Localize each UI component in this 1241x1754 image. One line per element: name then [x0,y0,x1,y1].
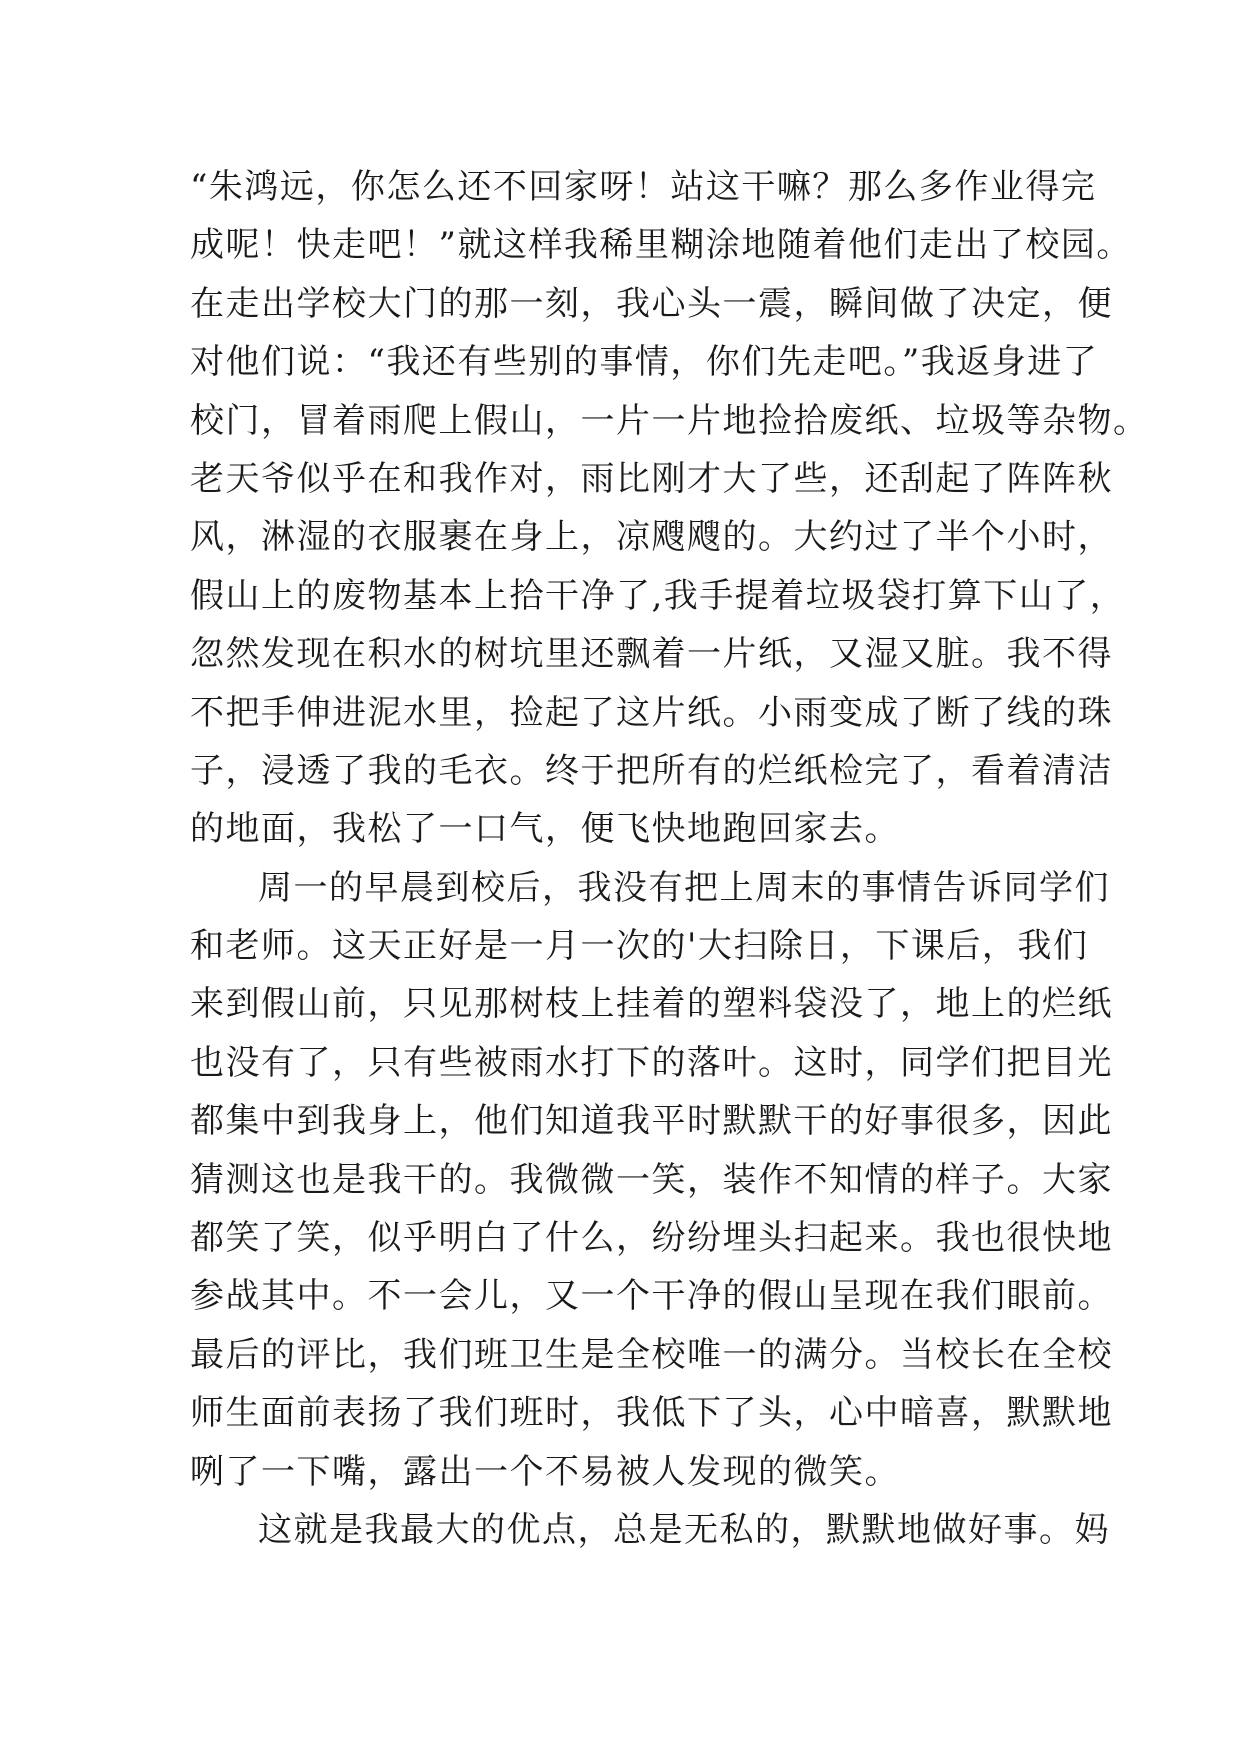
text-line: 对他们说：“我还有些别的事情，你们先走吧。”我返身进了 [190,342,1099,383]
text-line: 都集中到我身上，他们知道我平时默默干的好事很多，因此 [190,1101,1113,1142]
text-line: “朱鸿远，你怎么还不回家呀！站这干嘛？那么多作业得完 [190,167,1097,207]
text-line: 和老师。这天正好是一月一次的'大扫除日，下课后，我们 [190,926,1089,967]
text-line: 忽然发现在积水的树坑里还飘着一片纸，又湿又脏。我不得 [190,634,1113,675]
text-line: 在走出学校大门的那一刻，我心头一震，瞬间做了决定，便 [190,283,1113,324]
text-line: 子，浸透了我的毛衣。终于把所有的烂纸检完了，看着清洁 [190,750,1113,791]
text-line: 都笑了笑，似乎明白了什么，纷纷埋头扫起来。我也很快地 [190,1218,1113,1259]
text-line: 老天爷似乎在和我作对，雨比刚才大了些，还刮起了阵阵秋 [190,458,1113,499]
text-line: 来到假山前，只见那树枝上挂着的塑料袋没了，地上的烂纸 [190,984,1113,1025]
text-line: 参战其中。不一会儿，又一个干净的假山呈现在我们眼前。 [190,1276,1113,1317]
text-line: 不把手伸进泥水里，捡起了这片纸。小雨变成了断了线的珠 [190,692,1113,733]
text-line: 猜测这也是我干的。我微微一笑，装作不知情的样子。大家 [190,1159,1113,1200]
text-line: 校门，冒着雨爬上假山，一片一片地捡拾废纸、垃圾等杂物。 [190,400,1149,441]
paragraph-start-line: 周一的早晨到校后，我没有把上周末的事情告诉同学们 [258,867,1110,908]
text-line: 咧了一下嘴，露出一个不易被人发现的微笑。 [190,1451,900,1492]
text-line: 最后的评比，我们班卫生是全校唯一的满分。当校长在全校 [190,1334,1113,1375]
text-line: 假山上的废物基本上拾干净了,我手提着垃圾袋打算下山了， [190,575,1126,616]
text-line: 也没有了，只有些被雨水打下的落叶。这时，同学们把目光 [190,1042,1113,1083]
text-line: 风，淋湿的衣服裹在身上，凉飕飕的。大约过了半个小时， [190,517,1113,558]
text-line: 师生面前表扬了我们班时，我低下了头，心中暗喜，默默地 [190,1393,1113,1434]
text-line: 成呢！快走吧！”就这样我稀里糊涂地随着他们走出了校园。 [190,225,1132,266]
body-text [190,158,1149,1559]
text-line: 的地面，我松了一口气，便飞快地跑回家去。 [190,809,900,850]
paragraph-start-line: 这就是我最大的优点，总是无私的，默默地做好事。妈 [258,1509,1110,1550]
